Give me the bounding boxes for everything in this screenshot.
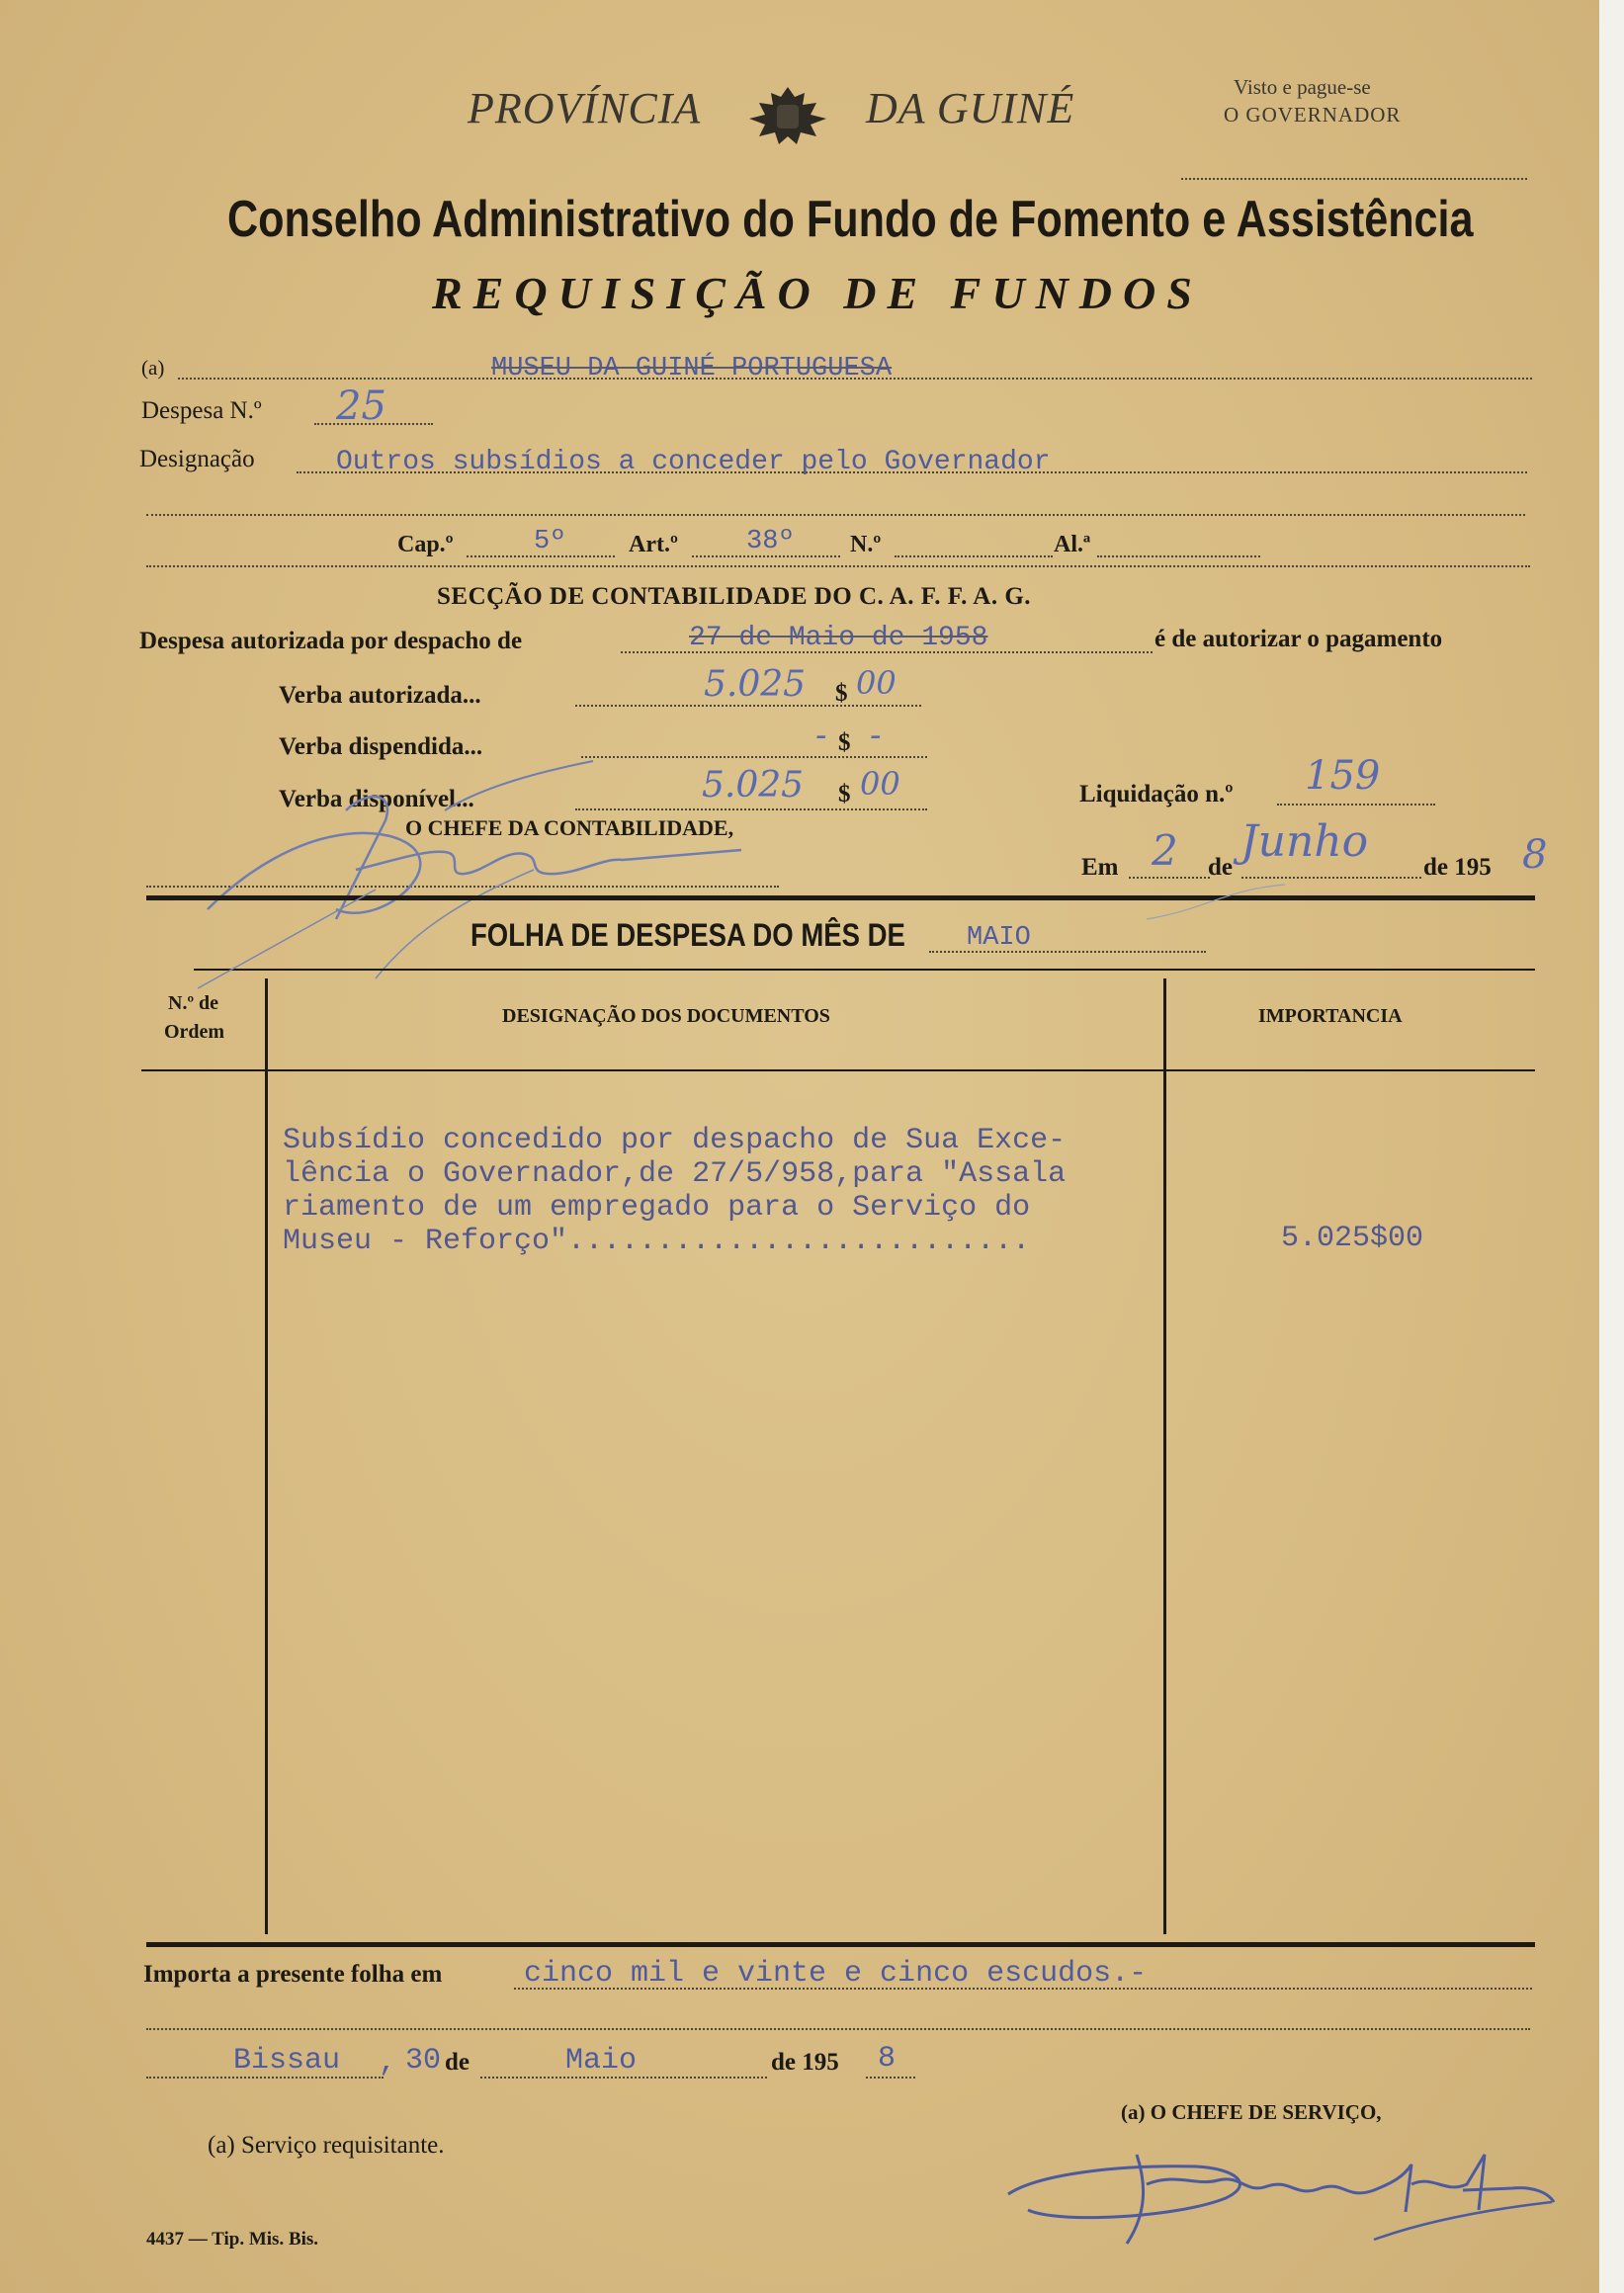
al-line <box>1097 555 1260 557</box>
cap-row-underline <box>146 565 1530 567</box>
approval-line-2: O GOVERNADOR <box>1224 103 1402 127</box>
thick-separator-top <box>146 895 1535 900</box>
year-label: de 195 <box>771 2049 839 2076</box>
cap-label: Cap.º <box>397 532 454 557</box>
chief-service-signature <box>998 2115 1572 2258</box>
province-left: PROVÍNCIA <box>468 84 702 132</box>
header-bottom-rule <box>141 1069 1535 1071</box>
em-day-value: 2 <box>1152 826 1178 875</box>
verba-disponivel-label: Verba disponível... <box>279 786 474 812</box>
expense-number-label: Despesa N.º <box>141 397 262 424</box>
art-label: Art.º <box>629 532 678 557</box>
verba-autorizada-value: 5.025 <box>704 664 807 705</box>
service-marker: (a) <box>141 356 165 380</box>
col-amount-header: IMPORTANCIA <box>1258 1005 1403 1027</box>
province-right: DA GUINÉ <box>866 84 1075 132</box>
em-day-line <box>1129 877 1210 879</box>
col-order-header-line1: N.º de <box>168 992 219 1014</box>
year-digit: 8 <box>878 2042 897 2076</box>
art-value: 38º <box>746 527 795 556</box>
verba-disponivel-value: 5.025 <box>702 765 805 806</box>
thick-separator-bottom <box>146 1942 1535 1947</box>
coat-of-arms-emblem <box>743 83 832 153</box>
approval-signature-line <box>1181 178 1527 180</box>
liquidacao-value: 159 <box>1305 753 1381 799</box>
liquidacao-label: Liquidação n.º <box>1079 781 1234 807</box>
expense-number-line <box>314 423 433 425</box>
total-value: cinco mil e vinte e cinco escudos.- <box>524 1957 1148 1991</box>
printer-mark: 4437 — Tip. Mis. Bis. <box>146 2229 319 2250</box>
total-label: Importa a presente folha em <box>143 1961 443 1988</box>
column-divider-left <box>265 978 268 1934</box>
authorized-date: 27 de Maio de 1958 <box>689 623 988 653</box>
al-label: Al.ª <box>1054 532 1091 557</box>
verba-autorizada-currency: $ <box>835 680 848 707</box>
verba-dispendida-value: - <box>815 716 827 755</box>
chief-accounting-title: O CHEFE DA CONTABILIDADE, <box>405 815 734 840</box>
place-comma: , <box>379 2046 397 2080</box>
place-value: Bissau <box>233 2044 341 2078</box>
row-description-line1: Subsídio concedido por despacho de Sua Exce- <box>283 1124 1067 1157</box>
service-value: MUSEU DA GUINÉ PORTUGUESA <box>491 354 893 383</box>
document-title: REQUISIÇÃO DE FUNDOS <box>432 268 1203 318</box>
year-line <box>866 2077 915 2079</box>
em-year-label: de 195 <box>1423 854 1492 881</box>
verba-autorizada-cents: 00 <box>856 664 897 702</box>
verba-disponivel-cents: 00 <box>860 765 900 803</box>
col-documents-header: DESIGNAÇÃO DOS DOCUMENTOS <box>502 1005 830 1027</box>
col-order-header-line2: Ordem <box>164 1021 225 1043</box>
month-value: Maio <box>565 2044 638 2078</box>
expense-sheet-title: FOLHA DE DESPESA DO MÊS DE <box>470 917 905 953</box>
authorize-payment-text: é de autorizar o pagamento <box>1154 626 1443 652</box>
row-description-line4: Museu - Reforço".......................... <box>283 1225 1031 1258</box>
authorized-label: Despesa autorizada por despacho de <box>139 628 523 654</box>
chief-accounting-signature <box>188 751 979 1003</box>
council-heading: Conselho Administrativo do Fundo de Fomento e Assistência <box>227 191 1474 248</box>
verba-dispendida-currency: $ <box>838 729 851 756</box>
total-line-2 <box>146 2028 1530 2030</box>
table-top-rule <box>194 969 1535 971</box>
accounting-section-title: SECÇÃO DE CONTABILIDADE DO C. A. F. F. A. G. <box>437 583 1032 610</box>
verba-dispendida-label: Verba dispendida... <box>279 733 483 760</box>
n-label: N.º <box>850 532 882 557</box>
verba-autorizada-label: Verba autorizada... <box>279 682 481 709</box>
row-description-line2: lência o Governador,de 27/5/958,para "Assala <box>283 1157 1067 1191</box>
cap-value: 5º <box>534 527 566 556</box>
verba-disponivel-currency: $ <box>838 781 851 807</box>
designation-value: Outros subsídios a conceder pelo Governador <box>336 447 1051 477</box>
expense-number-value: 25 <box>336 383 386 429</box>
designation-line-2 <box>146 514 1525 516</box>
expense-sheet-month: MAIO <box>967 923 1031 953</box>
day-value: 30 <box>405 2044 442 2078</box>
day-de-label: de <box>445 2049 470 2076</box>
em-year-digit: 8 <box>1522 832 1548 878</box>
em-month-value: Junho <box>1240 816 1369 867</box>
approval-line-1: Visto e pague-se <box>1234 75 1371 99</box>
row-amount: 5.025$00 <box>1281 1222 1424 1255</box>
row-description-line3: riamento de um empregado para o Serviço do <box>283 1191 1031 1225</box>
verba-autorizada-line <box>575 705 921 707</box>
liquidacao-line <box>1277 804 1435 806</box>
em-label: Em <box>1081 854 1119 881</box>
em-month-line <box>1241 877 1421 879</box>
em-de-label: de <box>1208 854 1233 881</box>
service-note: (a) Serviço requisitante. <box>208 2132 445 2159</box>
n-line <box>895 555 1053 557</box>
chief-service-title: (a) O CHEFE DE SERVIÇO, <box>1121 2100 1382 2124</box>
column-divider-right <box>1163 978 1166 1934</box>
scan-background-edge <box>1599 0 1624 2293</box>
designation-label: Designação <box>139 446 255 472</box>
verba-dispendida-cents: - <box>870 716 882 755</box>
